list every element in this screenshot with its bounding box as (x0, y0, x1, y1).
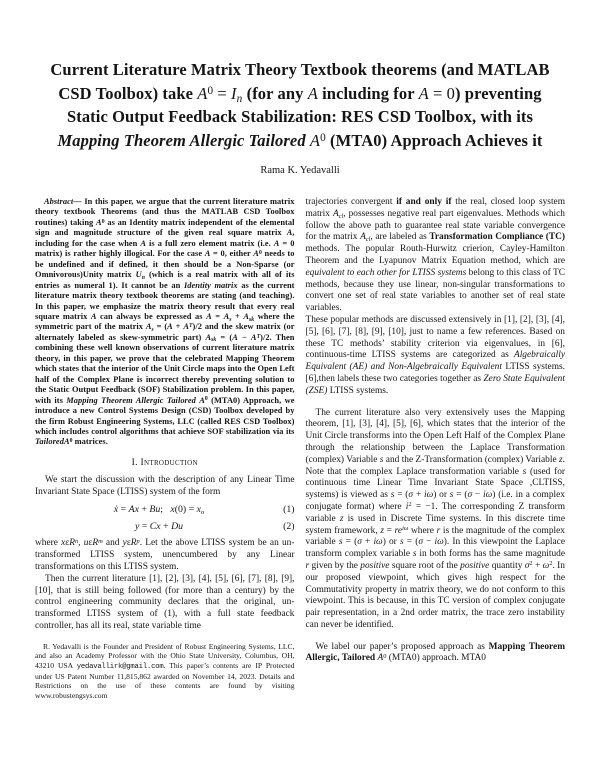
body-paragraph-4: We label our paper’s proposed approach as Mapping Theorem Allergic, Tailored $A^0$ (MTA0) approach. MTA0 (305, 641, 565, 664)
paper-title-line-3: Static Output Feedback Stabilization: RES CSD Toolbox, with its (66, 107, 534, 126)
equation-2-number: (2) (283, 521, 295, 533)
abstract-paragraph: Abstract— In this paper, we argue that the current literature matrix theory textbook Theorems (and thus the MATLAB CSD Toolbox routines) taking $A^0$ as an Identity matrix independent of the elemental sign and magnitude structure of the given real square matrix A, including for the case when A is a full zero element matrix (i.e. A = 0 matrix) is rather highly illogical. For the case A = 0, either $A^0$ needs to be undefined and if defined, it then should be a Non-Sparse (or Omnivorous)Unity matrix Un (which is a real matrix with all of its entries as numeral 1). It cannot be an Identity matrix as the current literature matrix theory textbook theorems are stating (and teaching). In this paper, we emphasize the matrix theory result that every real square matrix A can always be expressed as A = As + Ask where the symmetric part of the matrix $As = (A + A^T)/2$ and the skew matrix (or alternately labeled as skew-symmetric part) Ask = $(A - A^T)/2$. Then combining these well known observations of current literature matrix theory, in this paper, we prove that the celebrated Mapping Theorem which states that the interior of the Unit Circle maps into the Open Left half of the Complex Plane is incorrect thereby preventing solution to the Static Output Feedback (SOF) Stabilization problem. In this paper, with its Mapping Theorem Allergic Tailored $A^0$ (MTA0) Approach, we introduce a new Control Systems Design (CSD) Toolbox developed by the firm Robust Engineering Systems, LLC (called RES CSD Toolbox) which includes control algorithms that achieve SOF stabilization via its TailoredA$^0$ matrices. (35, 197, 295, 447)
equation-2 (35, 521, 295, 532)
equation-1-body: ẋ = Ax + Bu; x(0) = xo (113, 504, 205, 517)
intro-paragraph-3: Then the current literature [1], [2], [3], [4], [5], [6], [7], [8], [9], [10], that is still being followed (for more than a century) by the control engineering community declares that the original, un-transformed LTISS system of (1), with a full state feedback controller, has all its real, state variable time (35, 573, 295, 632)
paper-title-line-4: Mapping Theorem Allergic Tailored $A^0$ (MTA0) Approach Achieves it (57, 130, 543, 150)
paper-title-line-1: Current Literature Matrix Theory Textbook theorems (and MATLAB (50, 60, 550, 79)
author-name: Rama K. Yedavalli (260, 165, 340, 176)
equation-1-number: (1) (283, 504, 295, 516)
paper-title-line-2: CSD Toolbox) take $A^0 = In$ (for any A including for A = 0) preventing (58, 83, 542, 105)
author-footnote: R. Yedavalli is the Founder and President of Robust Engineering Systems, LLC, and also an Academy Professor with the Ohio State University, Columbus, OH, 43210 USA yedavallirk@gmail.com. This paper’s contents are IP Protected under US Patent Number 11,815,862 awarded on November 14, 2023. Details and Restrictions on the use of these contents are found by visiting www.robustengsys.com (35, 641, 295, 700)
intro-paragraph-2: where xεR$^n$, uεR$^m$ and yεR$^p$. Let the above LTISS system be an un-transformed LTISS system, unencumbered by any Linear transformations on this LTISS system. (35, 537, 295, 573)
body-paragraph-2: These popular methods are discussed extensively in [1], [2], [3], [4], [5], [6], [7], [8], [9], [10], just to name a few references. Based on these TC methods’ stability criterion via eigenvalues, in [6], continuous-time LTISS systems are categorized as Algebraically Equivalent (AE) and Non-Algebraically Equivalent LTISS systems. [6],then labels these two categories together as Zero State Equivalent (ZSE) LTISS systems. (305, 314, 565, 396)
body-paragraph-1: trajectories convergent if and only if the real, closed loop system matrix Acl, possesses negative real part eigenvalues. Methods which follow the above path to guarantee real state variable convergence for the matrix Acl, are labeled as Transformation Compliance (TC) methods. The popular Routh-Hurwitz crierion, Cayley-Hamilton Theorem and the Lyapunov Matrix Equation method, which are equivalent to each other for LTISS systems belong to this class of TC methods, because they use linear, non-singular transformations to convert one set of real state variables to another set of real state variables. (305, 197, 566, 314)
equation-2-body: y = Cx + Du (134, 521, 184, 533)
intro-paragraph-1: We start the discussion with the description of any Linear Time Invariant State Space (LTISS) system of the form (35, 474, 295, 497)
paper-title (32, 58, 568, 152)
left-column (35, 197, 295, 700)
body-paragraph-3: The current literature also very extensively uses the Mapping theorem, [1], [3], [4], [5], [6], which states that the interior of the Unit Circle transforms into the Open Left Half of the Complex Plane through the relationship between the Laplace Transformation (complex) Variable s and the Z-Transformation (complex) Variable z. Note that the complex Laplace transformation variable s (used for continuous time Linear Time Invariant State Space ,CLTISS, systems) is viewed as s = (σ + iω) or s = (σ − iω) (i.e. in a complex conjugate format) where $i^2 = -1$. The corresponding Z transform variable z is used in Discrete Time systems. In this discrete time system framework, $z = re^{i\omega}$ where r is the magnitude of the complex variable s = (σ + iω) or s = (σ − iω). In this viewpoint the Laplace transform complex variable s in both forms has the same magnitude r given by the positive square root of the positive quantity $\sigma^2 + \omega^2$. In our proposed viewpoint, which gives high respect for the Commutativity property in matrix theory, we do not conform to this viewpoint. This is because, in this TC version of complex conjugate pair representation, in a 2nd order matrix, the trace zero instability can never be identified. (305, 407, 566, 630)
equation-1 (35, 504, 295, 515)
two-column-body (35, 197, 565, 700)
section-heading-introduction: I. Introduction (131, 456, 198, 468)
right-column (306, 197, 566, 700)
